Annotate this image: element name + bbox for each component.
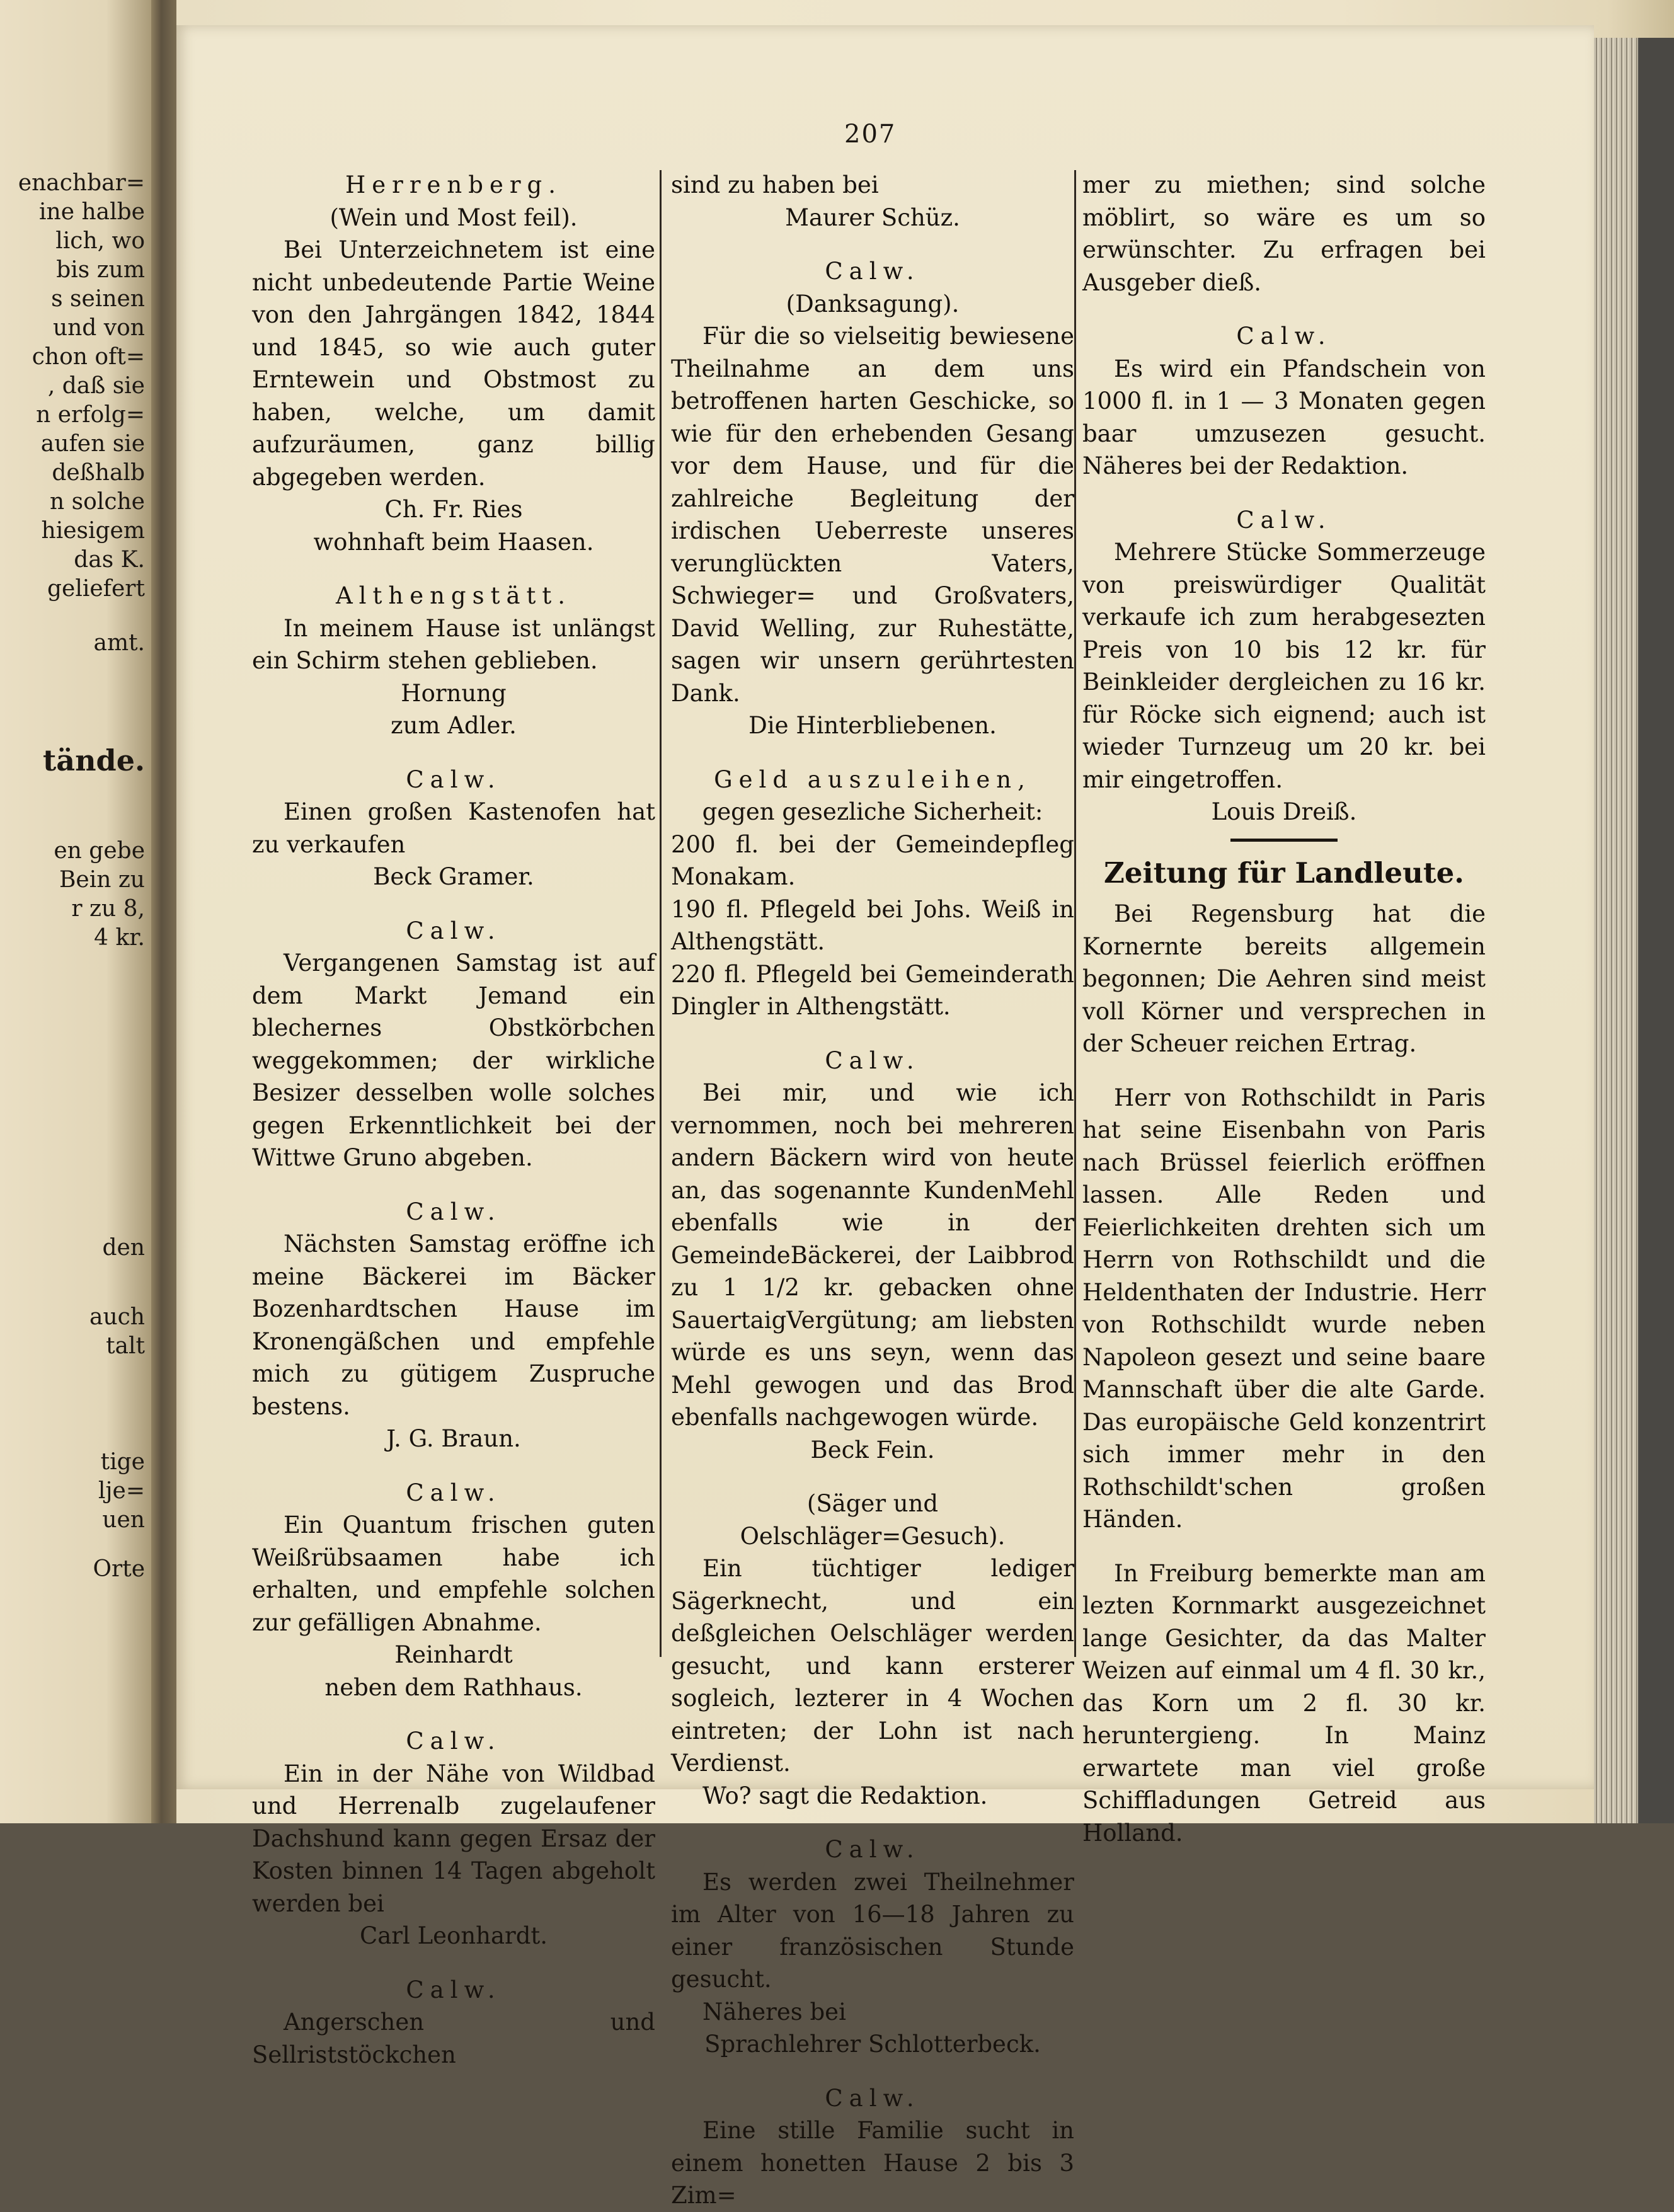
column-2 [671, 169, 1074, 2212]
left-page-edge [0, 0, 151, 1823]
centered-line: (Wein und Most feil). [330, 203, 578, 231]
spacer [1082, 299, 1486, 320]
centered-line: neben dem Rathhaus. [324, 1673, 583, 1701]
text-line: sind zu haben bei [671, 171, 879, 198]
left-page-fragment: deßhalb [52, 460, 145, 486]
centered-line: gegen gesezliche Sicherheit: [702, 798, 1043, 825]
ad-heading: Althengstätt. [335, 582, 572, 609]
left-page-fragment: n erfolg= [36, 402, 145, 428]
spacer [252, 1704, 655, 1725]
text-line: mer zu miethen; sind solche möblirt, so wäre es um so erwünschter. Zu erfragen bei Ausgeber dieß. [1082, 171, 1486, 296]
left-page-fragment: 4 kr. [94, 925, 145, 951]
left-page-fragment: Orte [93, 1556, 145, 1582]
left-page-fragment: ine halbe [39, 199, 145, 225]
paragraph: Herr von Rothschildt in Paris hat seine Eisenbahn von Paris nach Brüssel feierlich eröffnen lassen. Alle Reden und Feierlichkeiten drehten sich um Herrn von Rothschildt und die Heldenthaten der Industrie. Herr von Rothschildt wurde neben Napoleon gesezt und seine baare Mannschaft über die alte Garde. Das europäische Geld konzentrirt sich immer mehr in den Rothschildt'schen großen Händen. [1082, 1084, 1486, 1533]
section-rule [1230, 839, 1338, 842]
paragraph: Ein Quantum frischen guten Weißrübsaamen habe ich erhalten, und empfehle solchen zur gefälligen Abnahme. [252, 1511, 655, 1636]
paragraph: Nächsten Samstag eröffne ich meine Bäckerei im Bäcker Bozenhardtschen Hause im Kronengäßchen und empfehle mich zu gütigem Zuspruche bestens. [252, 1230, 655, 1420]
paragraph: Wo? sagt die Redaktion. [702, 1782, 988, 1809]
column-rule-right [1074, 170, 1076, 1657]
ad-heading: Calw. [406, 1479, 502, 1506]
centered-line: (Säger und Oelschläger=Gesuch). [740, 1490, 1006, 1550]
column-1 [252, 169, 655, 2071]
centered-line: zum Adler. [391, 712, 517, 739]
book-gutter [151, 0, 176, 1823]
centered-line: Reinhardt [394, 1641, 513, 1668]
left-page-fragment: lich, wo [55, 228, 145, 254]
paragraph: Mehrere Stücke Sommerzeuge von preiswürdiger Qualität verkaufe ich zum herabgesezten Preis von 10 bis 12 kr. für Beinkleider dergleichen zu 16 kr. für Röcke sich eignend; auch ist wieder Turnzeug um 20 kr. bei mir eingetroffen. [1082, 539, 1486, 793]
paragraph: Eine stille Familie sucht in einem honetten Hause 2 bis 3 Zim= [671, 2117, 1074, 2209]
left-page-fragment: geliefert [47, 576, 145, 602]
left-page-fragment: n solche [50, 489, 145, 515]
left-page-fragment: lje= [98, 1478, 145, 1504]
centered-line: J. G. Braun. [386, 1425, 521, 1452]
page-number: 207 [844, 120, 897, 149]
left-page-fragment: aufen sie [40, 431, 145, 457]
spacer [252, 1174, 655, 1196]
spacer [1082, 1060, 1486, 1082]
spacer [252, 893, 655, 915]
ad-heading: Herrenberg. [345, 171, 562, 198]
centered-line: Maurer Schüz. [785, 203, 960, 231]
left-page-fragment: amt. [93, 630, 145, 656]
section-title: Zeitung für Landleute. [1104, 856, 1464, 890]
left-page-fragment: und von [52, 315, 145, 341]
left-page-fragment: tände. [43, 743, 145, 777]
spacer [252, 1952, 655, 1974]
left-page-fragment: Bein zu [59, 867, 145, 893]
text-line: 200 fl. bei der Gemeindepfleg Monakam. [671, 830, 1074, 890]
paragraph: Bei mir, und wie ich vernommen, noch bei mehreren andern Bäckern wird von heute an, das sogenannte KundenMehl ebenfalls wie in der GemeindeBäckerei, der Laibbrod zu 1 1/2 kr. gebacken ohne SauertaigVergütung; am liebsten würde es uns seyn, wenn das Mehl gewogen und das Brod ebenfalls nachgewogen würde. [671, 1079, 1074, 1431]
ad-heading: Calw. [1236, 323, 1332, 350]
paragraph: Näheres bei [702, 1998, 846, 2026]
paragraph: In meinem Hause ist unlängst ein Schirm stehen geblieben. [252, 614, 655, 674]
spacer [671, 234, 1074, 255]
paragraph: Für die so vielseitig bewiesene Theilnahme an dem uns betroffenen harten Geschicke, so wie für den erhebenden Gesang vor dem Hause, und für die zahlreiche Begleitung der irdischen Ueberreste unseres verunglückten Vaters, Schwieger= und Großvaters, David Welling, zur Ruhestätte, sagen wir unsern gerührtesten Dank. [671, 323, 1074, 707]
column-3 [1082, 169, 1486, 1849]
spacer [252, 1455, 655, 1477]
ad-heading: Calw. [825, 2084, 920, 2112]
left-page-fragment: s seinen [51, 286, 145, 312]
spacer [671, 1812, 1074, 1833]
paragraph: Vergangenen Samstag ist auf dem Markt Jemand ein blechernes Obstkörbchen weggekommen; der wirkliche Besizer desselben wolle solches gegen Erkenntlichkeit bei der Wittwe Gruno abgeben. [252, 949, 655, 1171]
paragraph: Einen großen Kastenofen hat zu verkaufen [252, 798, 655, 858]
centered-line: wohnhaft beim Haasen. [313, 528, 594, 556]
centered-line: Hornung [401, 679, 507, 707]
spacer [671, 1023, 1074, 1045]
ad-heading: Calw. [406, 1976, 502, 2003]
left-page-fragment: hiesigem [41, 518, 145, 544]
spacer [671, 742, 1074, 764]
left-page-fragment: talt [106, 1333, 145, 1359]
ad-heading: Calw. [406, 765, 502, 793]
paragraph: Bei Unterzeichnetem ist eine nicht unbedeutende Partie Weine von den Jahrgängen 1842, 1844 und 1845, so wie auch guter Erntewein und Obstmost zu haben, welche, um damit aufzuräumen, ganz billig abgegeben werden. [252, 236, 655, 491]
ad-heading: Calw. [406, 1198, 502, 1225]
spacer [252, 742, 655, 764]
text-line: 220 fl. Pflegeld bei Gemeinderath Dingler in Althengstätt. [671, 960, 1074, 1020]
centered-line: Carl Leonhardt. [359, 1922, 548, 1949]
left-page-fragment: den [102, 1235, 145, 1261]
paragraph: Ein tüchtiger lediger Sägerknecht, und ein deßgleichen Oelschläger werden gesucht, und kann ersterer sogleich, lezterer in 4 Wochen eintreten; der Lohn ist nach Verdienst. [671, 1555, 1074, 1777]
spacer [252, 558, 655, 580]
paragraph: Angerschen und Sellriststöckchen [252, 2009, 655, 2068]
book-cover-edge [1638, 38, 1674, 1823]
centered-line: (Danksagung). [786, 290, 960, 318]
left-page-fragment: auch [89, 1304, 145, 1330]
ad-heading: Calw. [825, 1836, 920, 1863]
text-line: 190 fl. Pflegeld bei Johs. Weiß in Althengstätt. [671, 895, 1074, 955]
left-page-fragment: r zu 8, [71, 896, 145, 922]
centered-line: Beck Fein. [810, 1436, 935, 1464]
left-page-fragment: das K. [74, 547, 145, 573]
left-page-fragment: en gebe [54, 838, 145, 864]
paragraph: In Freiburg bemerkte man am lezten Kornmarkt ausgezeichnet lange Gesichter, da das Malter Weizen auf einmal um 4 fl. 30 kr., das Korn um 2 fl. 30 kr. heruntergieng. In Mainz erwartete man viel große Schiffladungen Getreid aus Holland. [1082, 1559, 1486, 1847]
centered-line: Sprachlehrer Schlotterbeck. [704, 2031, 1041, 2058]
left-page-fragment: chon oft= [32, 344, 145, 370]
ad-heading: Calw. [825, 1046, 920, 1074]
ad-heading: Geld auszuleihen, [714, 765, 1031, 793]
left-page-fragment: tige [100, 1449, 145, 1475]
centered-line: Louis Dreiß. [1211, 798, 1357, 825]
ad-heading: Calw. [406, 917, 502, 944]
column-rule-left [660, 170, 662, 1657]
ad-heading: Calw. [406, 1728, 502, 1755]
paragraph: Es wird ein Pfandschein von 1000 fl. in 1 — 3 Monaten gegen baar umzusezen gesucht. Näheres bei der Redaktion. [1082, 355, 1486, 479]
centered-line: Beck Gramer. [373, 863, 534, 890]
paragraph: Ein in der Nähe von Wildbad und Herrenalb zugelaufener Dachshund kann gegen Ersaz der Kosten binnen 14 Tagen abgeholt werden bei [252, 1760, 655, 1917]
ad-heading: Calw. [825, 258, 920, 285]
left-page-fragment: uen [102, 1507, 145, 1533]
spacer [671, 2061, 1074, 2082]
spacer [1082, 483, 1486, 504]
centered-line: Ch. Fr. Ries [384, 496, 523, 523]
centered-line: Die Hinterbliebenen. [748, 712, 997, 739]
left-page-fragment: enachbar= [18, 170, 145, 196]
paragraph: Es werden zwei Theilnehmer im Alter von 16—18 Jahren zu einer französischen Stunde gesucht. [671, 1868, 1074, 1993]
left-page-fragment: , daß sie [47, 373, 145, 399]
spacer [671, 1466, 1074, 1487]
ad-heading: Calw. [1236, 506, 1332, 534]
paragraph: Bei Regensburg hat die Kornernte bereits allgemein begonnen; Die Aehren sind meist voll Körner und versprechen in der Scheuer reichen Ertrag. [1082, 900, 1486, 1057]
left-page-fragment: bis zum [56, 257, 145, 283]
spacer [1082, 1536, 1486, 1557]
